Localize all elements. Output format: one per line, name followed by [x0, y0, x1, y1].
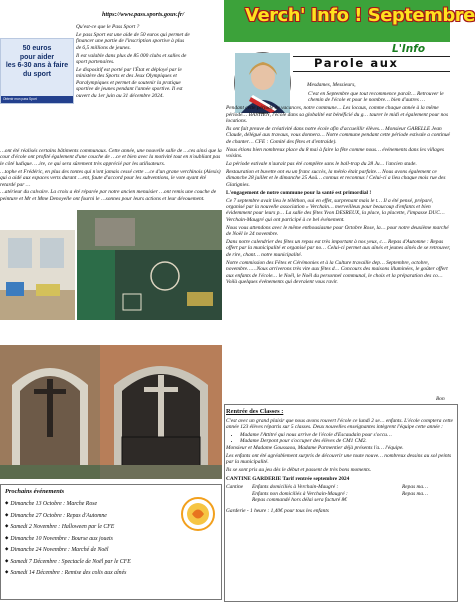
info-label: L'Info	[392, 43, 426, 55]
upcoming-events-box	[0, 484, 222, 600]
pass-sport-card[interactable]	[0, 38, 74, 104]
works-article: …ont été réalisés certains bâtiments communaux. Cette année, une nouvelle salle de …ces ainsi que la cour d'école ont profité également d'une couche de …ce et bien avec la motivité tout en n'oubliant pas le côté ludique. …ire, ce qui sera sûrement très apprécié par les utilisateurs. …tophe et Frédéric, en plus des tontes qui n'ont jamais cessé cette …ce d'un grane verchinois (Alexis) qui a aidé aux espaces verts durant …ent, faute d'accord pour les subventions, le vote ayant été retardé par … …atérieur du calvaire. La croix a été réparée par notre ancien menuisier …ont remis une couche de peinture et Mr et Mme Denoyelle ont fourni le …sonnes pour leurs actions et leur dévouement.	[0, 148, 222, 202]
masthead-title: Verch' Info ! Septembre	[245, 5, 475, 26]
mayor-message: C'est en Septembre que tout recommence paraît… Retrouver le chemin de l'école et pour le nombre… bien d'autres … Pendant cette période de vacances, notre commune… Les locaux, comme chaque année à la même période… BASTIEN, l'école dans sa globalité est bénéficié du g… taurer le midi et également pour nos locations. Ils ont fait preuve de créativité dans notre école afin d'accueillir élèves… Monsieur GABELLE Jean Claude, délégué aux travaux, vous donnera… Notre commune pendant cette période estivale a continué de chanter… CFE : Comité des fêtes et d'entraide). Nous étions bien nombreux place du 8 mai à faire la fête comme nous… événements dans les villages voisins. La période estivale n'aurait pas été complète sans le ball-trap du 28 Ju… l'ancien stade. Restauration et buvette ont eu un franc succès, la météo était parfaite… Nous avons également ce dimanche 28 juillet et le dimanche 25 Aoû… connus et reconnus ! Celui-ci a lieu chaque mois rue des Glatignies. L'engagement de notre commune pour la santé est primordial ! Ce 7 septembre avait lieu le téléthon, oui en effet, surprenant mais le t… Il a été pensé, préparé, organisé par la nouvelle association « Verchain… merveilleux pour beaucoup d'enfants et bien évidemment pour leurs p… La salle des fêtes Yvon DESREUX, la place, la placette, l'impasse DUC… Verchain-Maugré qui ont participé à ce bel événement. Nous vous attendons avec le même enthousiasme pour Octobre Rose, la… pour notre deuxième marché de Noël le 24 novembre. Dans notre calendrier des fêtes un repas est très important à nos yeux, c… Repas d'Automne : Repas offert par la municipalité et organisé par no… Celui-ci permet aux aînés et jeunes aînés de se retrouver, de rire, chant… notre municipalité. Notre commission des Fêtes et Cérémonies et à la Culture travaille dep… Septembre, octobre, novembre……Nous arriverons très vite aux fêtes d… Concours des maisons illuminées, le goûter offert aux enfants de l'école… le Noël, le Noël du personnel communal, le choix et la préparation des co… Voilà quelques événements qui devraient vous ravir.	[226, 91, 451, 285]
upcoming-events-list	[5, 498, 131, 579]
calvary-photo-before	[0, 345, 100, 479]
cantine-row: Enfants non domiciliés à Verchain-Maugré : Repas ma…	[252, 490, 428, 497]
list-item: ◆ Dimanche 10 Novembre : Bourse aux jouets	[5, 533, 131, 545]
cantine-title: CANTINE GARDERIE Tarif rentrée septembre 2024	[226, 476, 350, 483]
masthead-banner	[224, 0, 475, 42]
list-item: ◆ Dimanche 13 Octobre : Marche Rose	[5, 498, 131, 510]
school-return-article: Rentrée des Classes : C'est avec un grand plaisir que nous avons rouvert l'école ce lundi 2 se… enfants. L'école comptera cette année 123 élèves répartis sur 5 classes. Deux nouvelles enseignantes intègrent l'équipe cette année : • Madame l'Attitré qui nous arrive de l'école d'Escaudain pour s'occu… • Madame Derpont pour s'occuper des élèves de CM1 CM2. Monsieur et Madame Goussaou, Madame Parmentier déjà présents l'a… l'équipe. Les enfants ont été agréablement surpris de découvrir une toute nouve… nombreux dessins au sol peints par la municipalité. Ils se sont pris au jeu dès le début et passent de très bons moments. CANTINE GARDERIE Tarif rentrée septembre 2024 Cantine Enfants domiciliés à Verchain-Maugré : Repas ma… Enfants non domiciliés à Verchain-Maugré : Repas ma… Repas commandé hors délai sera facturé 8€ Garderie - 1 heure : 1,40€ pour tous les enfants	[226, 408, 456, 516]
pass-sport-card-text: 50 euros pour aider les 6-30 ans à faire du sport	[5, 45, 69, 78]
list-item: ◆ Dimanche 27 Octobre : Repas d'Automne	[5, 510, 131, 522]
upcoming-events-title: Prochains événements	[5, 488, 65, 495]
list-item: • Madame l'Attitré qui nous arrive de l'école d'Escaudain pour s'occu…	[240, 432, 456, 438]
engagement-title: L'engagement de notre commune pour la santé est primordial !	[226, 189, 372, 196]
cantine-row: Repas commandé hors délai sera facturé 8€	[252, 496, 347, 503]
cantine-row: Cantine Enfants domiciliés à Verchain-Maugré : Repas ma…	[226, 484, 428, 491]
school-return-title: Rentrée des Classes :	[226, 408, 284, 415]
parole-title: Parole aux	[314, 56, 399, 70]
pass-sport-url[interactable]: https://www.pass.sports.gouv.fr/	[102, 11, 185, 18]
playground-photo	[77, 210, 222, 320]
list-item: ◆ Samedi 7 Décembre : Spectacle de Noël par le CFE	[5, 556, 131, 568]
cfe-logo	[181, 497, 215, 531]
pass-sport-text: Qu'est-ce que le Pass Sport ? Le pass Sport est une aide de 50 euros qui permet de financer une partie de l'inscription sportive à plus de 6,5 millions de jeunes. Il est valable dans plus de 85 000 clubs et salles de sport partenaires. Le dispositif est porté par l'État et déployé par le ministère des Sports et des Jeux Olympiques et Paralympiques et permet de soutenir la pratique sportive de jeunes pendant l'année sportive. Il est ouvert du 1er juin au 31 décembre 2024.	[76, 24, 190, 99]
classroom-photo	[0, 230, 75, 320]
list-item: • Madame Derpont pour s'occuper des élèves de CM1 CM2.	[240, 438, 456, 444]
list-item: ◆ Samedi 14 Décembre : Remise des colis aux aînés	[5, 567, 131, 579]
message-greeting: Mesdames, Messieurs,	[307, 82, 356, 88]
calvary-photo-after	[100, 345, 222, 479]
list-item: ◆ Samedi 2 Novembre : Halloween par le CFE	[5, 521, 131, 533]
pass-sport-card-strip[interactable]: Obtenir mon pass Sport	[1, 96, 73, 103]
list-item: ◆ Dimanche 24 Novembre : Marché de Noël	[5, 544, 131, 556]
signature: Bon	[436, 396, 445, 402]
